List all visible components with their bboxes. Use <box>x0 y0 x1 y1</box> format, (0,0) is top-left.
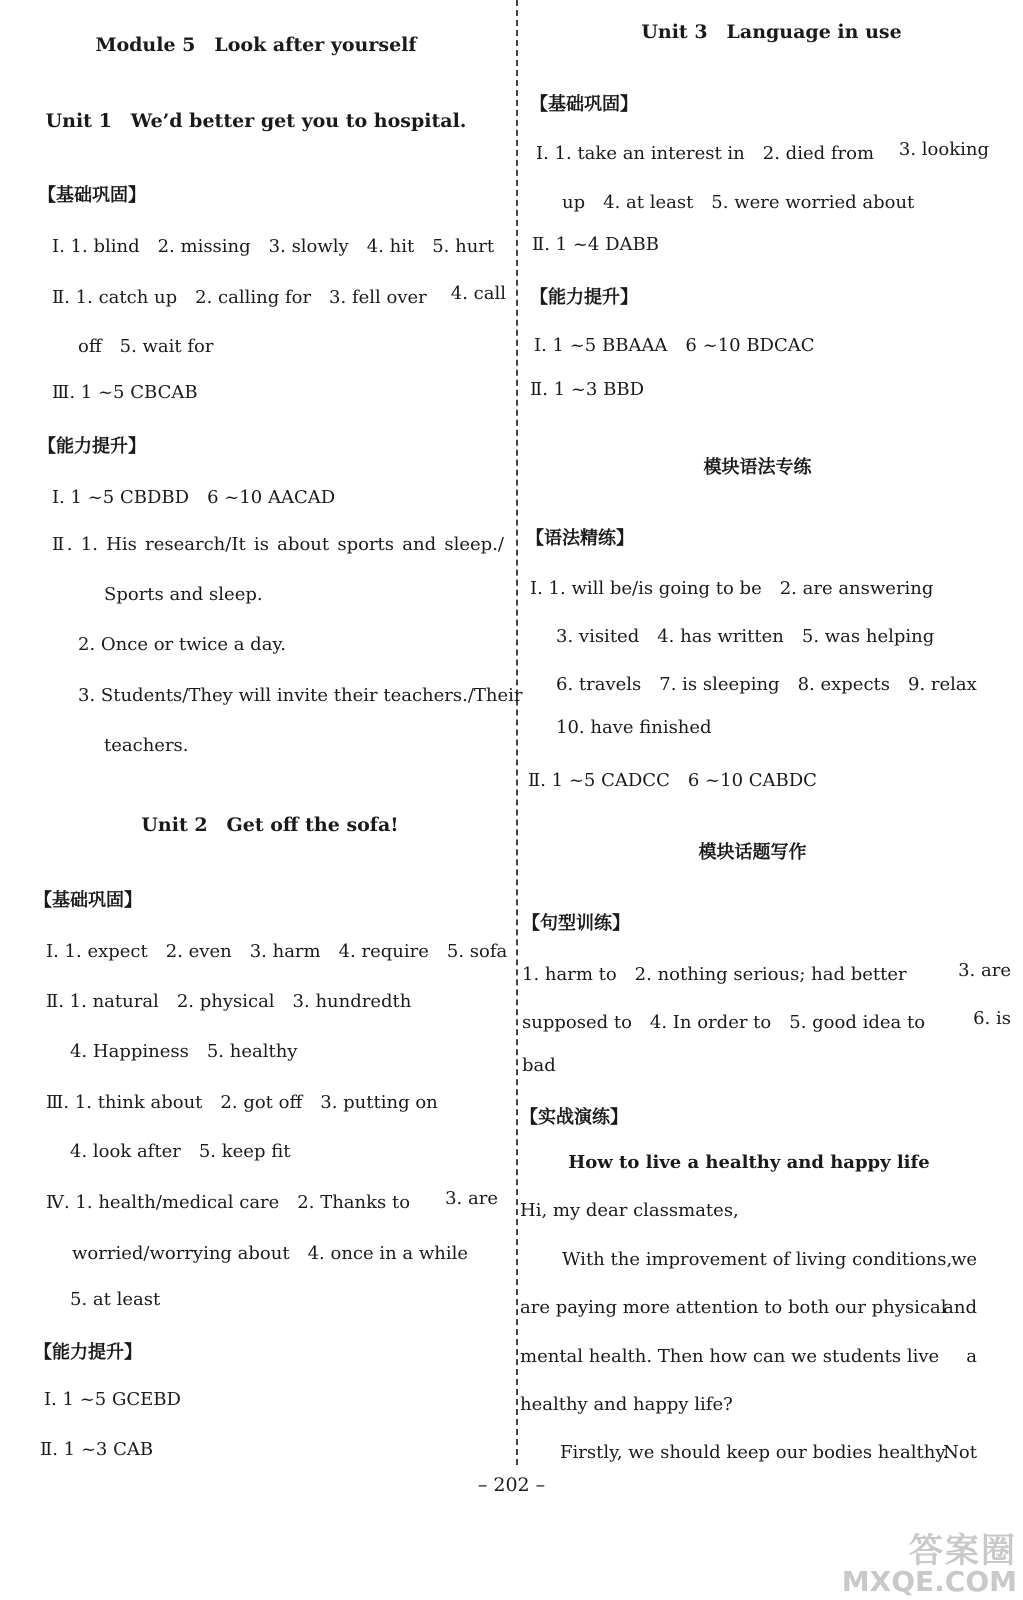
unit3-ability-header: 【能力提升】 <box>530 287 638 308</box>
unit3-title: Unit 3 Language in use <box>641 21 902 43</box>
essay-line-2-tail: we <box>950 1249 977 1270</box>
left-column <box>0 0 523 1465</box>
unit2-basic-line-7: worried/worrying about 4. once in a while <box>72 1243 469 1264</box>
page-number: – 202 – <box>477 1474 546 1496</box>
unit1-basic-header: 【基础巩固】 <box>38 185 146 206</box>
writing-pattern-line-1-tail: 3. are <box>958 960 1011 981</box>
unit1-basic-line-4: Ⅲ. 1 ~5 CBCAB <box>52 382 198 403</box>
essay-line-4-tail: a <box>966 1346 977 1367</box>
unit3-ability-line-2: Ⅱ. 1 ~3 BBD <box>530 379 644 400</box>
writing-practice-header: 【实战演练】 <box>520 1107 628 1128</box>
unit2-title: Unit 2 Get off the sofa! <box>141 814 399 836</box>
unit1-ability-line-4: 2. Once or twice a day. <box>78 634 286 655</box>
writing-pattern-line-2-tail: 6. is <box>973 1008 1011 1029</box>
unit1-ability-header: 【能力提升】 <box>38 436 146 457</box>
unit2-basic-line-5: 4. look after 5. keep fit <box>70 1141 291 1162</box>
essay-line-3-tail: and <box>943 1297 977 1318</box>
grammar-line-5: Ⅱ. 1 ~5 CADCC 6 ~10 CABDC <box>528 770 817 791</box>
unit1-ability-line-3: Sports and sleep. <box>104 584 263 605</box>
watermark-line-1: 答案圈 <box>909 1531 1017 1571</box>
unit1-basic-line-3: off 5. wait for <box>78 336 214 357</box>
unit1-basic-line-2: Ⅱ. 1. catch up 2. calling for 3. fell over <box>52 287 427 308</box>
writing-title: 模块话题写作 <box>698 842 807 863</box>
unit1-basic-line-1: Ⅰ. 1. blind 2. missing 3. slowly 4. hit 5. hurt <box>52 236 495 257</box>
unit3-basic-line-1: Ⅰ. 1. take an interest in 2. died from <box>536 143 875 164</box>
essay-line-1: Hi, my dear classmates, <box>520 1200 739 1221</box>
grammar-title: 模块语法专练 <box>703 457 812 478</box>
essay-line-6: Firstly, we should keep our bodies healthy. <box>560 1442 949 1463</box>
unit2-basic-line-3: 4. Happiness 5. healthy <box>70 1041 298 1062</box>
unit2-basic-line-4: Ⅲ. 1. think about 2. got off 3. putting on <box>46 1092 438 1113</box>
essay-line-2: With the improvement of living conditions, <box>562 1249 953 1270</box>
unit3-basic-line-3: Ⅱ. 1 ~4 DABB <box>532 234 659 255</box>
grammar-line-4: 10. have finished <box>556 717 712 738</box>
essay-line-5: healthy and happy life? <box>520 1394 733 1415</box>
unit2-basic-line-6: Ⅳ. 1. health/medical care 2. Thanks to <box>46 1192 411 1213</box>
unit3-ability-line-1: Ⅰ. 1 ~5 BBAAA 6 ~10 BDCAC <box>534 335 815 356</box>
grammar-line-3: 6. travels 7. is sleeping 8. expects 9. relax <box>556 674 977 695</box>
unit2-basic-header: 【基础巩固】 <box>34 890 142 911</box>
column-divider <box>516 0 518 1465</box>
essay-line-3: are paying more attention to both our physical <box>520 1297 947 1318</box>
grammar-line-1: Ⅰ. 1. will be/is going to be 2. are answering <box>530 578 934 599</box>
grammar-line-2: 3. visited 4. has written 5. was helping <box>556 626 935 647</box>
essay-line-6-tail: Not <box>943 1442 977 1463</box>
module-title: Module 5 Look after yourself <box>95 34 417 56</box>
unit2-basic-line-1: Ⅰ. 1. expect 2. even 3. harm 4. require 5. sofa <box>46 941 508 962</box>
unit1-basic-line-2-tail: 4. call <box>450 283 506 304</box>
right-column <box>520 0 1023 1465</box>
writing-pattern-line-2: supposed to 4. In order to 5. good idea to <box>522 1012 926 1033</box>
unit2-ability-line-1: Ⅰ. 1 ~5 GCEBD <box>44 1389 181 1410</box>
essay-title: How to live a healthy and happy life <box>568 1152 930 1173</box>
writing-pattern-header: 【句型训练】 <box>522 913 630 934</box>
unit3-basic-line-1-tail: 3. looking <box>898 139 989 160</box>
unit1-ability-line-6: teachers. <box>104 735 189 756</box>
unit2-ability-line-2: Ⅱ. 1 ~3 CAB <box>40 1439 154 1460</box>
unit3-basic-header: 【基础巩固】 <box>530 94 638 115</box>
unit1-ability-line-2: Ⅱ. 1. His research/It is about sports and sleep./ <box>52 534 504 555</box>
unit1-title: Unit 1 We’d better get you to hospital. <box>45 110 467 132</box>
grammar-header: 【语法精练】 <box>526 528 634 549</box>
watermark-line-2: MXQE.COM <box>841 1565 1017 1598</box>
unit3-basic-line-2: up 4. at least 5. were worried about <box>562 192 915 213</box>
writing-pattern-line-3: bad <box>522 1055 556 1076</box>
unit2-ability-header: 【能力提升】 <box>34 1342 142 1363</box>
writing-pattern-line-1: 1. harm to 2. nothing serious; had better <box>522 964 907 985</box>
essay-line-4: mental health. Then how can we students live <box>520 1346 940 1367</box>
unit1-ability-line-5: 3. Students/They will invite their teachers./Their <box>78 685 523 706</box>
unit2-basic-line-8: 5. at least <box>70 1289 161 1310</box>
unit2-basic-line-6-tail: 3. are <box>445 1188 498 1209</box>
unit1-ability-line-1: Ⅰ. 1 ~5 CBDBD 6 ~10 AACAD <box>52 487 336 508</box>
unit2-basic-line-2: Ⅱ. 1. natural 2. physical 3. hundredth <box>46 991 412 1012</box>
watermark-logo <box>841 1531 1017 1598</box>
